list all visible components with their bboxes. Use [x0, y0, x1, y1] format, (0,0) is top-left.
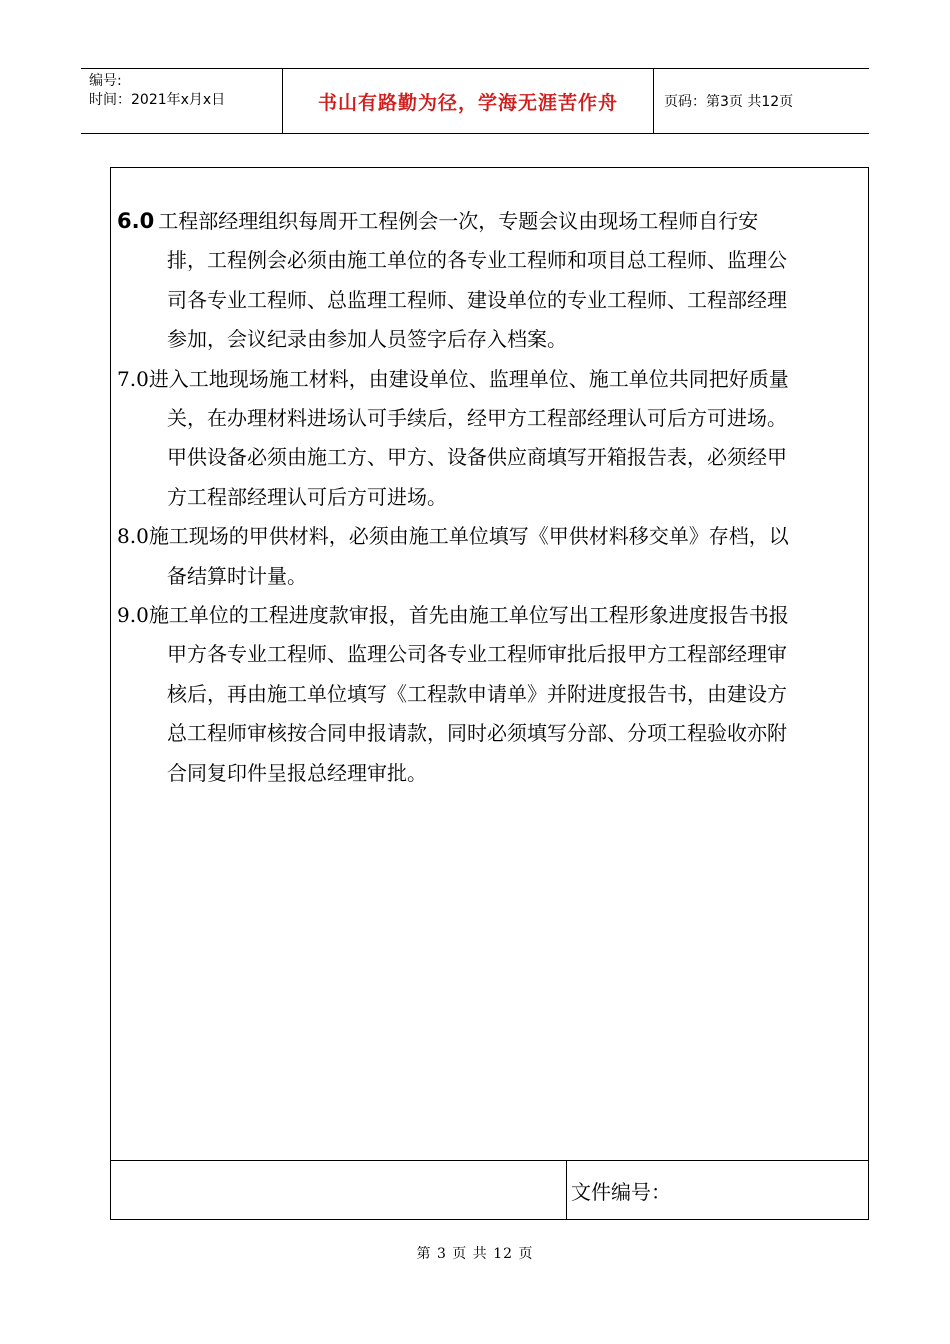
- paragraph-7-continued: [117, 399, 864, 517]
- file-code-row: [111, 1160, 868, 1219]
- paragraph-line: 排，工程例会必须由施工单位的各专业工程师和项目总工程师、监理公: [167, 248, 787, 273]
- paragraph-line: 工程部经理组织每周开工程例会一次，专题会议由现场工程师自行安: [158, 209, 759, 233]
- paragraph-6-continued: [117, 241, 864, 359]
- paragraph-line: 总工程师审核按合同申报请款，同时必须填写分部、分项工程验收亦附: [167, 721, 787, 746]
- paragraph-line: 方工程部经理认可后方可进场。: [167, 484, 447, 509]
- paragraph-line: 施工单位的工程进度款审报，首先由施工单位写出工程形象进度报告书报: [148, 603, 789, 628]
- header-left-cell: [81, 69, 282, 133]
- paragraph-line: 核后，再由施工单位填写《工程款申请单》并附进度报告书，由建设方: [167, 681, 787, 706]
- paragraph-line: 参加，会议纪录由参加人员签字后存入档案。: [167, 327, 567, 352]
- paragraph-line: 备结算时计量。: [167, 563, 307, 588]
- file-code-label: 文件编号：: [571, 1179, 671, 1204]
- content-frame: [110, 167, 869, 1220]
- code-label: 编号:: [89, 73, 122, 89]
- paragraph-text: [167, 557, 864, 596]
- paragraph-8-continued: [117, 557, 864, 596]
- content-body: [111, 202, 868, 793]
- paragraph-8: [117, 517, 864, 556]
- paragraph-text: [149, 360, 864, 399]
- paragraph-number: 8.0: [117, 524, 149, 549]
- paragraph-line: 司各专业工程师、总监理工程师、建设单位的专业工程师、工程部经理: [167, 287, 787, 312]
- paragraph-9: [117, 596, 864, 635]
- paragraph-number: 6.0: [117, 209, 155, 233]
- motto: 书山有路勤为径，学海无涯苦作舟: [282, 69, 654, 133]
- paragraph-text: [167, 399, 864, 517]
- paragraph-9-continued: [117, 635, 864, 793]
- paragraph-line: 甲方各专业工程师、监理公司各专业工程师审批后报甲方工程部经理审: [167, 642, 787, 667]
- paragraph-line: 关，在办理材料进场认可手续后，经甲方工程部经理认可后方可进场。: [167, 406, 787, 431]
- paragraph-6: [117, 202, 864, 241]
- paragraph-line: 合同复印件呈报总经理审批。: [167, 760, 427, 785]
- paragraph-text: [149, 517, 864, 556]
- page-label: 页码：第3页 共12页: [664, 94, 794, 110]
- paragraph-number: 9.0: [117, 603, 149, 628]
- paragraph-line: 甲供设备必须由施工方、甲方、设备供应商填写开箱报告表，必须经甲: [167, 445, 787, 470]
- paragraph-text: [167, 635, 864, 793]
- paragraph-line: 进入工地现场施工材料，由建设单位、监理单位、施工单位共同把好质量: [148, 366, 789, 391]
- paragraph-text: [158, 202, 864, 241]
- file-code-empty-cell: [111, 1161, 567, 1219]
- paragraph-text: [167, 241, 864, 359]
- paragraph-text: [149, 596, 864, 635]
- page-header: [81, 68, 869, 134]
- paragraph-line: 施工现场的甲供材料，必须由施工单位填写《甲供材料移交单》存档，以: [148, 524, 789, 549]
- paragraph-7: [117, 360, 864, 399]
- time-label: 时间：2021年x月x日: [89, 92, 226, 108]
- paragraph-number: 7.0: [117, 366, 149, 391]
- page-footer: 第 3 页 共 12 页: [416, 1246, 534, 1262]
